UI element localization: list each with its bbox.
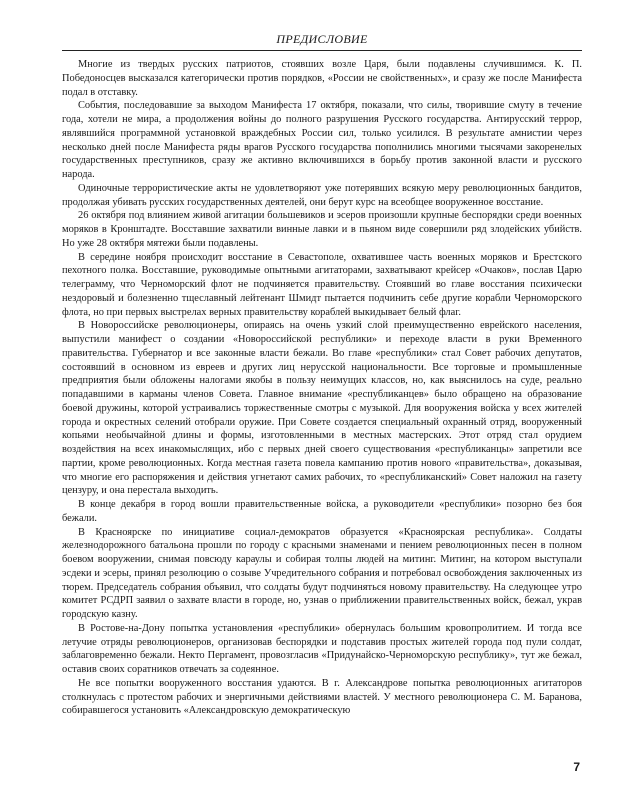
paragraph: Одиночные террористические акты не удовлетворяют уже потерявших всякую меру революционных бандитов, продолжая убивать русских государственных деятелей, они берут курс на всеобщее вооруженное восстание. bbox=[62, 182, 582, 208]
paragraph: Многие из твердых русских патриотов, стоявших возле Царя, были подавлены случившимся. К. П. Победоносцев высказался категорически против порядков, «России не свойственных», и сразу же после Манифеста подал в отставку. bbox=[62, 59, 582, 98]
paragraph: В Новороссийске революционеры, опираясь на очень узкий слой преимущественно еврейского населения, выпустили манифест о создании «Новороссийской республики» и переходе власти в руки Временного правительства. Губернатор и все законные власти бежали. Во главе «республики» стал Совет рабочих депутатов, состоявший в основном из евреев и других лиц нерусской национальности. Все торговые и промышленные предприятия были обложены налогами якобы в пользу неимущих классов, но, как выяснилось на суде, реально попадавшими в карманы членов Совета. Главное внимание «республиканцев» было обращено на образование боевой дружины, которой устраивались торжественные смотры с музыкой. Для вооружения войска у всех жителей города и окрестных селений отобрали оружие. При Совете создается специальный охранный отряд, вооруженный копьями необычайной длины и формы, изготовленными в местных мастерских. Этот отряд стал орудием воздействия на всех инакомыслящих, ибо с первых дней своего существования «республиканцы» запретили все партии, кроме революционных. Когда местная газета повела кампанию против нового «правительства», доказывая, что многие его распоряжения и действия угнетают самих рабочих, то «республиканский» Совет наложил на газету цензуру, и она перестала выходить. bbox=[62, 320, 582, 497]
paragraph: 26 октября под влиянием живой агитации большевиков и эсеров произошли крупные беспорядки среди военных моряков в Кронштадте. Восставшие захватили винные лавки и в пьяном виде совершили ряд злодейских убийств. Но уже 28 октября мятежи были подавлены. bbox=[62, 210, 582, 249]
header-rule bbox=[62, 50, 582, 51]
running-head-title: ПРЕДИСЛОВИЕ bbox=[276, 32, 368, 46]
page-number: 7 bbox=[573, 760, 580, 774]
paragraph: Не все попытки вооруженного восстания удаются. В г. Александрове попытка революционных агитаторов столкнулась с протестом рабочих и энергичными действиями властей. У местного революционера С. М. Баранова, собиравшегося установить «Александровскую демократическую bbox=[62, 677, 582, 717]
paragraph: В Красноярске по инициативе социал-демократов образуется «Красноярская республика». Солдаты железнодорожного батальона прошли по городу с красными знаменами и пением революционных песен в полном боевом вооружении, снимая повсюду караулы и собирая толпы людей на митинг. Митинг, на котором выступали эсдеки и эсеры, принял резолюцию о созыве Учредительного собрания и потребовал освобождения заключенных из тюрем. Председатель собрания объявил, что солдаты будут подчиняться новому правительству. На следующее утро комитет РСДРП заявил о захвате власти в городе, но, узнав о приближении правительственных войск, бежал, украв городскую казну. bbox=[62, 526, 582, 620]
paragraph: События, последовавшие за выходом Манифеста 17 октября, показали, что силы, творившие смуту в течение года, хотели не мира, а продолжения войны до полного разрушения Русского государства. Антирусский террор, являвшийся программной установкой враждебных России сил, только усилился. В результате амнистии через несколько дней после Манифеста ряды врагов Русского государства пополнились многими тысячами закоренелых государственных преступников, сразу же активно включившихся в борьбу против законной власти и русского народа. bbox=[62, 100, 582, 180]
paragraph: В конце декабря в город вошли правительственные войска, а руководители «республики» позорно без боя бежали. bbox=[62, 499, 582, 524]
body-text bbox=[62, 58, 582, 718]
paragraph: В Ростове-на-Дону попытка установления «республики» обернулась большим кровопролитием. И тогда все летучие отряды революционеров, организовав беспорядки и подставив простых жителей города под пули солдат, заблаговременно бежали. Некто Пергамент, провозгласив «Придунайско-Черноморскую республику», тут же бежал, оставив своих соратников отвечать за содеянное. bbox=[62, 622, 582, 675]
paragraph: В середине ноября происходит восстание в Севастополе, охватившее часть военных моряков и Брестского пехотного полка. Восставшие, руководимые опытными агитаторами, захватывают крейсер «Очаков», послав Царю телеграмму, что Черноморский флот не подчиняется правительству. Стоявший во главе восстания психически нездоровый и болезненно тщеславный лейтенант Шмидт пытается подчинить себе другие корабли Черноморского флота, но при первых выстрелах верных правительству кораблей выкидывает белый флаг. bbox=[62, 251, 582, 318]
